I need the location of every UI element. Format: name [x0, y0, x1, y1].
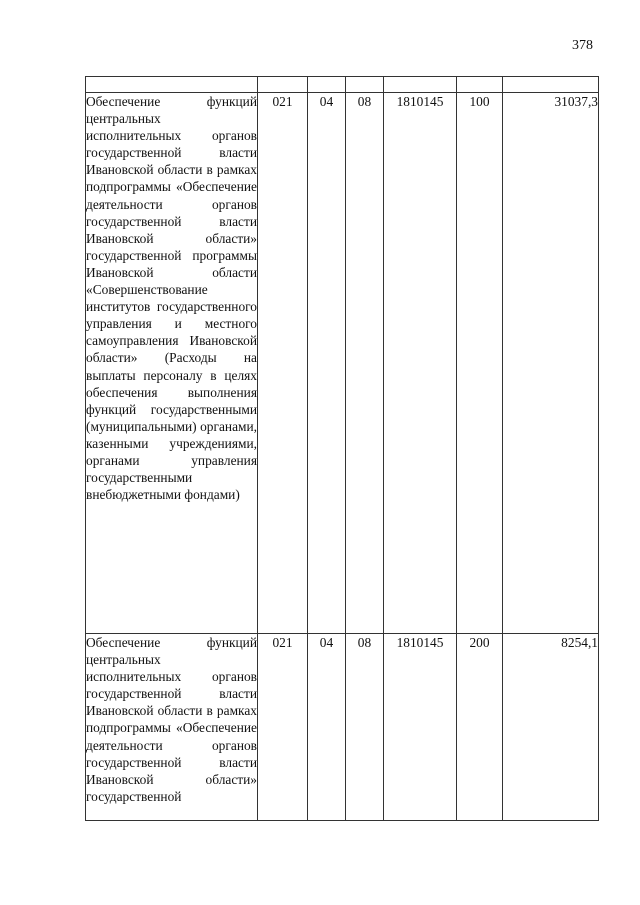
header-cell-subsection	[346, 77, 384, 93]
page-number: 378	[572, 38, 593, 53]
row-subsection-code: 08	[346, 93, 384, 634]
budget-table	[85, 76, 599, 821]
header-cell-description	[86, 77, 258, 93]
header-cell-expense-type	[457, 77, 503, 93]
row-section-code: 04	[308, 634, 346, 821]
row-section-code: 04	[308, 93, 346, 634]
row-amount: 31037,3	[503, 93, 599, 634]
row-amount: 8254,1	[503, 634, 599, 821]
row-target-article-code: 1810145	[384, 93, 457, 634]
header-cell-amount	[503, 77, 599, 93]
table-header-row	[86, 77, 599, 93]
header-cell-target-article	[384, 77, 457, 93]
row-subsection-code: 08	[346, 634, 384, 821]
table-row	[86, 634, 599, 821]
row-ministry-code: 021	[258, 93, 308, 634]
row-description: Обеспечение функций центральных исполнительных органов государственной власти Ивановской области в рамках подпрограммы «Обеспечение деятельности органов государственной власти Ивановской области» государственной	[86, 634, 258, 821]
row-description: Обеспечение функций центральных исполнительных органов государственной власти Ивановской области в рамках подпрограммы «Обеспечение деятельности органов государственной власти Ивановской области» государственной программы Ивановской области «Совершенствование институтов государственного управления и местного самоуправления Ивановской области» (Расходы на выплаты персоналу в целях обеспечения выполнения функций государственными (муниципальными) органами, казенными учреждениями, органами управления государственными внебюджетными фондами)	[86, 93, 258, 634]
header-cell-ministry	[258, 77, 308, 93]
table-row	[86, 93, 599, 634]
row-target-article-code: 1810145	[384, 634, 457, 821]
row-expense-type-code: 100	[457, 93, 503, 634]
row-expense-type-code: 200	[457, 634, 503, 821]
row-ministry-code: 021	[258, 634, 308, 821]
header-cell-section	[308, 77, 346, 93]
